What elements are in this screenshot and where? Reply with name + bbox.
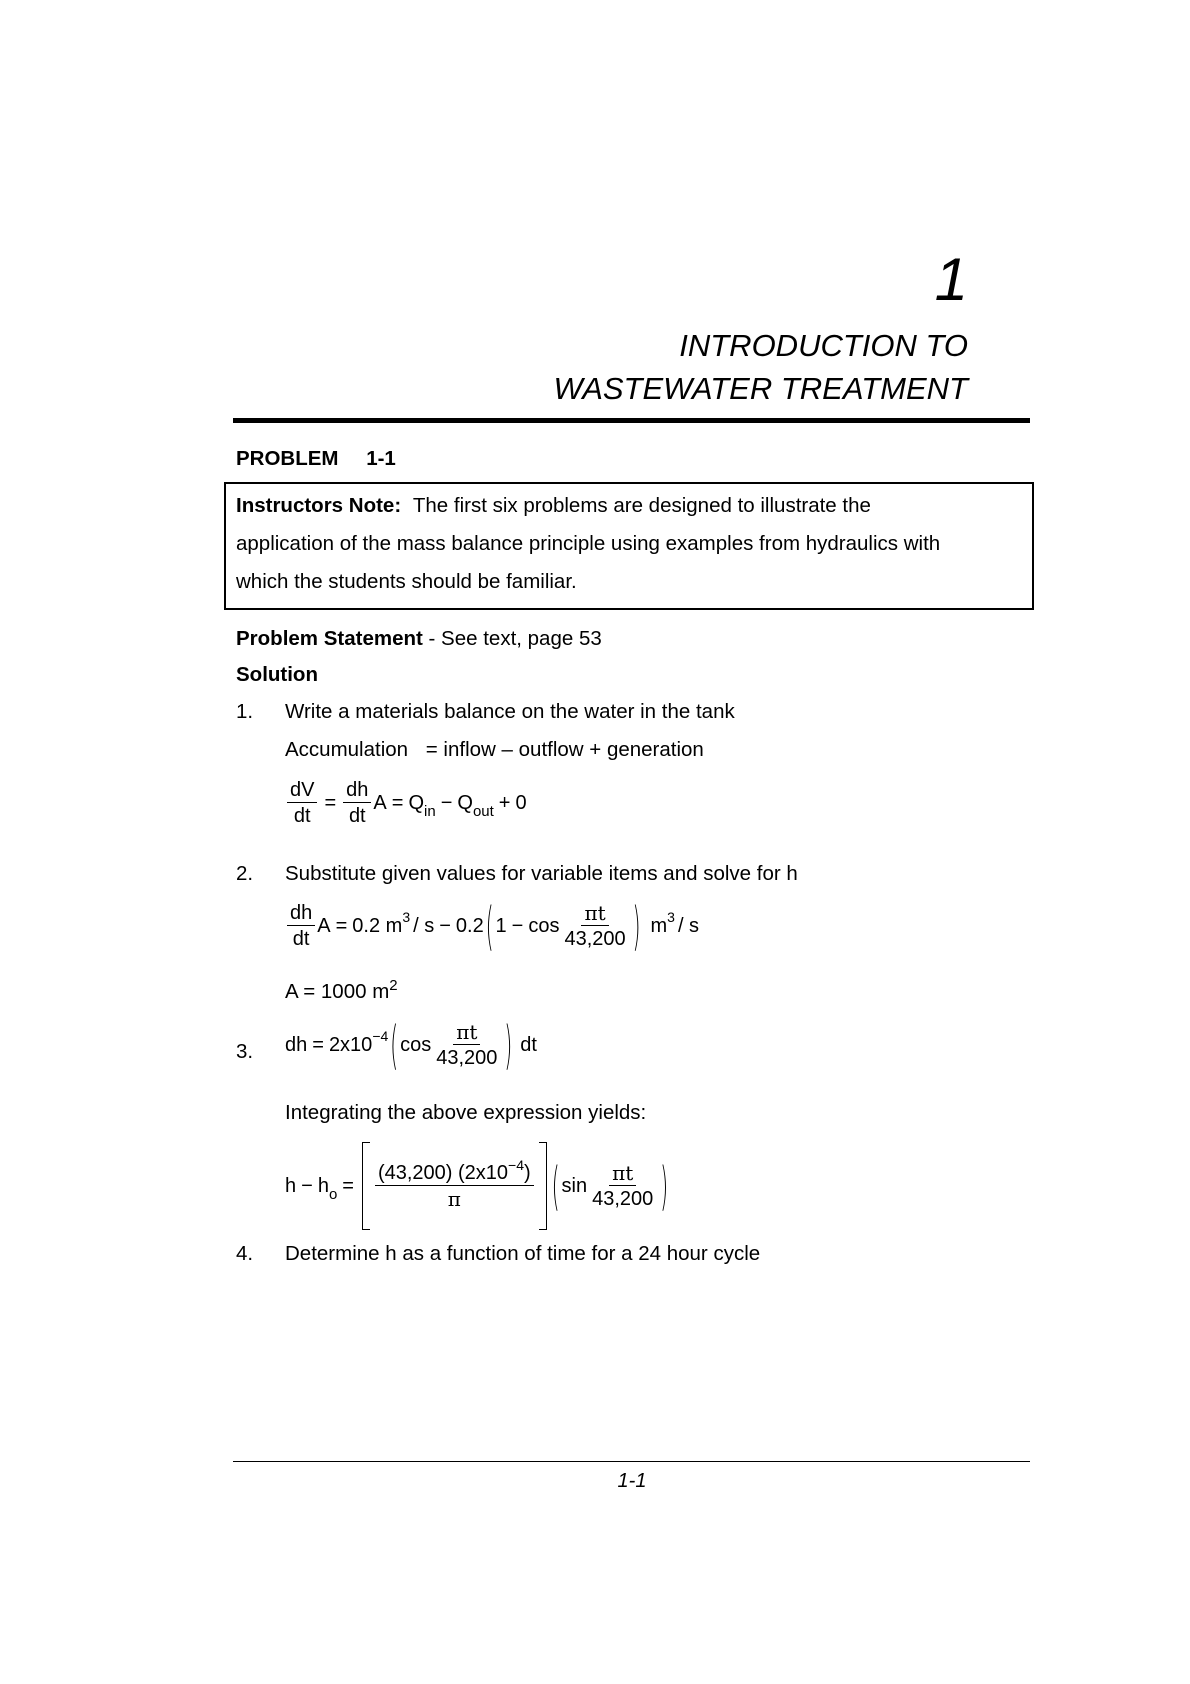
chapter-title-line2: WASTEWATER TREATMENT	[553, 371, 968, 406]
step-2-text: Substitute given values for variable items and solve for h	[285, 862, 798, 885]
chapter-title-line1: INTRODUCTION TO	[679, 328, 968, 363]
problem-statement-text: - See text, page 53	[422, 627, 602, 650]
problem-statement	[236, 629, 602, 650]
solution-heading: Solution	[236, 663, 318, 686]
fraction-dh-dt-2: $\frac{dh}{dt}$	[287, 903, 315, 949]
accumulation-line	[285, 740, 704, 761]
chapter-number: 1	[934, 246, 968, 313]
equation-substituted: $\frac{dh}{dt}$ A = 0.2 m 3 / s − 0.2 ( 1 − cos $\frac{\pi t}{43,200}$ ) m 3 / s	[285, 903, 699, 949]
instructors-note-box	[224, 482, 1034, 610]
step-2-number: 2.	[236, 862, 254, 885]
equation-mass-balance: $\frac{dV}{dt}$ = $\frac{dh}{dt}$ A = Q in − Q out + 0	[285, 780, 527, 826]
fraction-pit-43200-3: $\frac{\pi t}{43,200}$	[592, 1161, 654, 1210]
footer-rule	[233, 1461, 1030, 1462]
accumulation-equation: = inflow – outflow + generation	[425, 738, 704, 761]
step-3-number: 3.	[236, 1040, 254, 1063]
step-4-number: 4.	[236, 1242, 254, 1265]
area-value: A = 1000 $m^2$	[285, 977, 398, 1003]
fraction-dv-dt: $\frac{dV}{dt}$	[287, 780, 317, 826]
problem-label: PROBLEM	[236, 447, 339, 470]
page-number: 1-1	[617, 1470, 647, 1492]
fraction-integration-constant: $\frac{(43,200) (2x10^{-4})}{\pi}$	[375, 1163, 534, 1209]
note-line-2: application of the mass balance principle using examples from hydraulics with	[236, 532, 941, 555]
fraction-pit-43200: $\frac{\pi t}{43,200}$	[564, 901, 626, 950]
fraction-pit-43200-2: $\frac{\pi t}{43,200}$	[436, 1020, 498, 1069]
step-1-number: 1.	[236, 700, 254, 723]
equation-dh: dh = 2x10 −4 ( cos $\frac{\pi t}{43,200}$ ) dt	[285, 1013, 537, 1077]
fraction-dh-dt: $\frac{dh}{dt}$	[343, 780, 371, 826]
note-label: Instructors Note:	[236, 494, 402, 517]
heading-rule	[233, 418, 1030, 423]
note-line-3: which the students should be familiar.	[236, 570, 577, 593]
note-line-1	[236, 496, 871, 517]
accumulation-label: Accumulation	[285, 738, 409, 761]
note-text-1: The first six problems are designed to illustrate the	[412, 494, 871, 517]
problem-heading	[236, 449, 396, 470]
problem-number: 1-1	[366, 447, 396, 470]
integrating-text: Integrating the above expression yields:	[285, 1101, 647, 1124]
equation-integrated: h − h o = $\frac{(43,200) (2x10^{-4})}{\pi}$ ( sin $\frac{\pi t}{43,200}$ )	[285, 1142, 670, 1230]
problem-statement-label: Problem Statement	[236, 627, 423, 650]
step-1-text: Write a materials balance on the water in the tank	[285, 700, 735, 723]
step-4-text: Determine h as a function of time for a 24 hour cycle	[285, 1242, 761, 1265]
